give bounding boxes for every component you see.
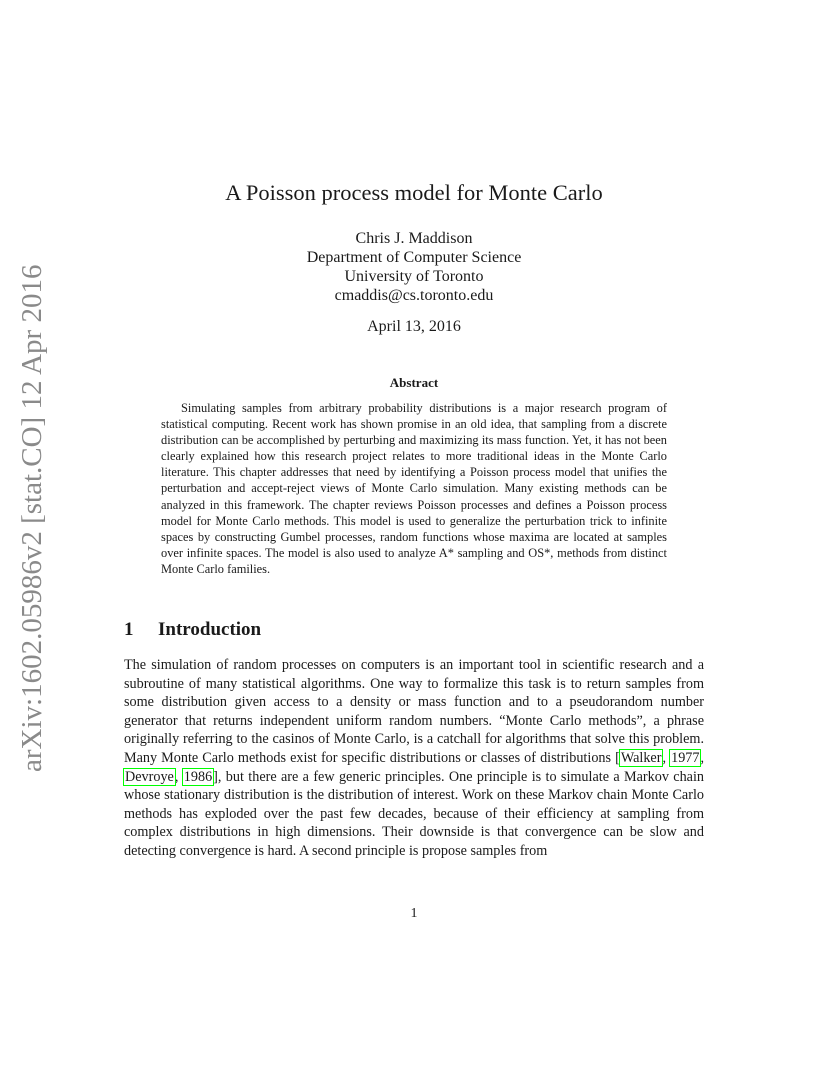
arxiv-identifier-stamp: arXiv:1602.05986v2 [stat.CO] 12 Apr 2016: [16, 264, 48, 772]
author-email: cmaddis@cs.toronto.edu: [334, 287, 494, 304]
section-number: 1: [124, 619, 134, 640]
section-heading: [124, 619, 261, 641]
author-block: [0, 229, 828, 305]
author-university: University of Toronto: [344, 268, 484, 285]
intro-text-before: The simulation of random processes on computers is an important tool in scientific research and a subroutine of many statistical algorithms. One way to formalize this task is to return samples from some distribution given access to a density or mass function and to a pseudorandom number generator that returns independent uniform random numbers. “Monte Carlo methods”, a phrase originally referring to the casinos of Monte Carlo, is a catchall for algorithms that solve this problem. Many Monte Carlo methods exist for specific distributions or classes of distributions [: [124, 657, 704, 766]
author-department: Department of Computer Science: [306, 249, 522, 266]
section-title: Introduction: [158, 619, 262, 640]
citation-separator: ,: [662, 749, 671, 766]
citation-link-walker-year[interactable]: 1977: [671, 749, 700, 766]
author-name: Chris J. Maddison: [355, 230, 473, 247]
page-number: 1: [410, 906, 418, 921]
abstract-text: Simulating samples from arbitrary probability distributions is a major research program of statistical computing. Recent work has shown promise in an old idea, that sampling from a discrete distribution can be accomplished by perturbing and maximizing its mass function. Yet, it has not been clearly explained how this research project relates to more traditional ideas in the Monte Carlo literature. This chapter addresses that need by identifying a Poisson process model that unifies the perturbation and accept-reject views of Monte Carlo simulation. Many existing methods can be analyzed in this framework. The chapter reviews Poisson processes and defines a Poisson process model for Monte Carlo methods. This model is used to generalize the perturbation trick to infinite spaces by constructing Gumbel processes, random functions whose maxima are located at samples over infinite spaces. The model is also used to analyze A* sampling and OS*, methods from distinct Monte Carlo families.: [161, 401, 667, 576]
intro-text-after: ], but there are a few generic principles. One principle is to simulate a Markov chain whose stationary distribution is the distribution of interest. Work on these Markov chain Monte Carlo methods has exploded over the past few decades, because of their efficiency at sampling from complex distributions in high dimensions. Their downside is that convergence can be slow and detecting convergence is hard. A second principle is propose samples from: [124, 768, 705, 859]
abstract-heading: Abstract: [389, 375, 439, 390]
citation-link-devroye-author[interactable]: Devroye: [125, 768, 174, 785]
citation-link-walker-author[interactable]: Walker: [620, 749, 662, 766]
citation-separator-2: ,: [174, 768, 183, 785]
intro-paragraph: [124, 656, 704, 861]
citation-between: ,: [700, 749, 705, 766]
citation-link-devroye-year[interactable]: 1986: [183, 768, 213, 785]
paper-title: A Poisson process model for Monte Carlo: [225, 180, 603, 205]
paper-date: April 13, 2016: [367, 318, 461, 335]
